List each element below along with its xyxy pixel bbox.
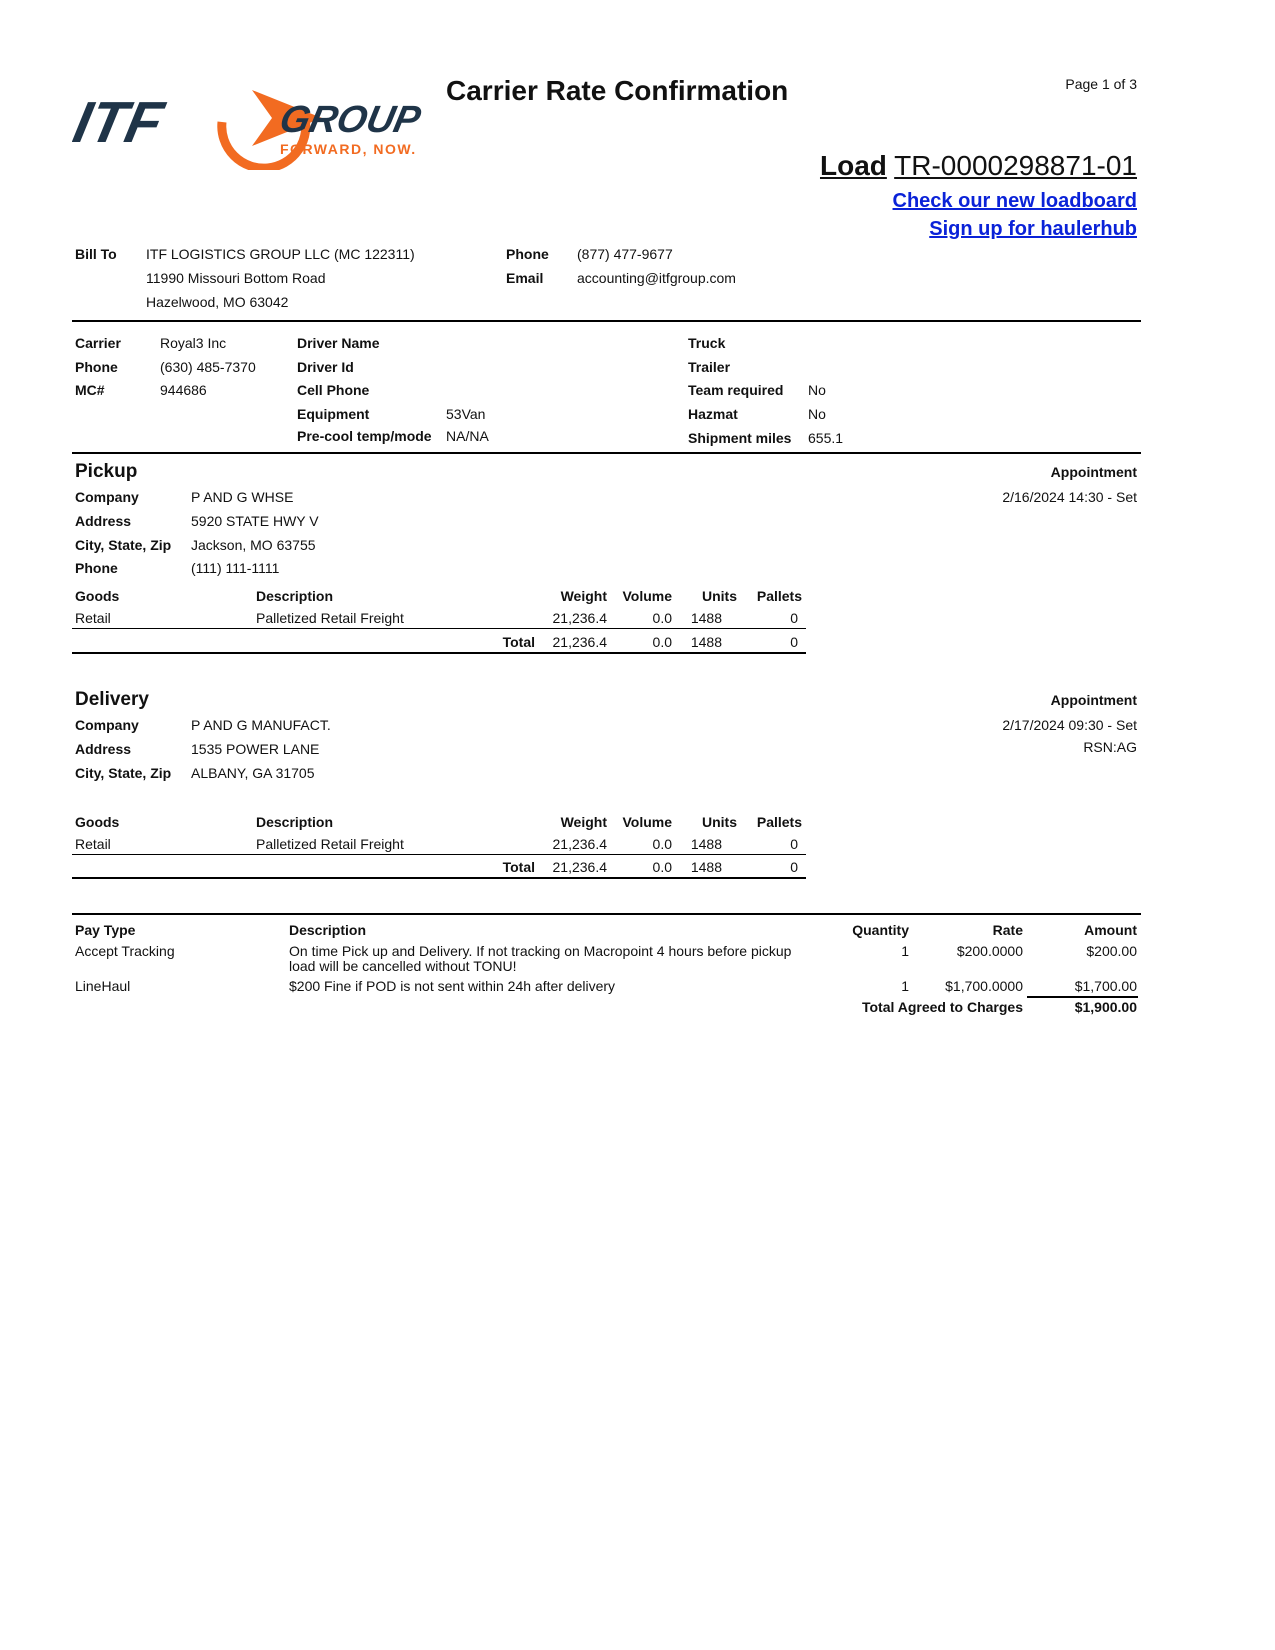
bill-to-label: Bill To bbox=[75, 246, 117, 262]
driver-id-label: Driver Id bbox=[297, 359, 354, 375]
goods-cell: Retail bbox=[75, 836, 111, 852]
shipment-miles-label: Shipment miles bbox=[688, 430, 792, 446]
driver-name-label: Driver Name bbox=[297, 335, 380, 351]
pickup-phone: (111) 111-1111 bbox=[191, 560, 280, 576]
truck-label: Truck bbox=[688, 335, 726, 351]
total-units: 1488 bbox=[690, 634, 722, 650]
carrier-mc-label: MC# bbox=[75, 382, 105, 398]
pay-description-cell-line-2: load will be cancelled without TONU! bbox=[289, 958, 517, 974]
pickup-city: Jackson, MO 63755 bbox=[191, 537, 316, 553]
svg-text:GROUP: GROUP bbox=[275, 98, 425, 141]
weight-cell: 21,236.4 bbox=[552, 836, 607, 852]
goods-header-goods: Goods bbox=[75, 814, 120, 830]
hazmat-value: No bbox=[808, 406, 826, 422]
itf-group-logo bbox=[72, 70, 452, 170]
total-weight: 21,236.4 bbox=[552, 634, 607, 650]
units-cell: 1488 bbox=[690, 836, 722, 852]
pay-header-type: Pay Type bbox=[75, 922, 136, 938]
haulerhub-link[interactable]: Sign up for haulerhub bbox=[929, 218, 1137, 240]
carrier-mc: 944686 bbox=[160, 382, 207, 398]
pickup-appointment: 2/16/2024 14:30 - Set bbox=[1002, 489, 1137, 505]
bill-to-line-2: 11990 Missouri Bottom Road bbox=[146, 270, 326, 286]
pay-header-quantity: Quantity bbox=[852, 922, 909, 938]
pallets-cell: 0 bbox=[790, 836, 798, 852]
divider bbox=[72, 628, 806, 629]
goods-header-pallets: Pallets bbox=[756, 814, 802, 830]
goods-header-volume: Volume bbox=[622, 588, 672, 604]
pay-header-rate: Rate bbox=[992, 922, 1023, 938]
volume-cell: 0.0 bbox=[652, 610, 672, 626]
goods-header-goods: Goods bbox=[75, 588, 120, 604]
bill-to-line-1: ITF LOGISTICS GROUP LLC (MC 122311) bbox=[146, 246, 415, 262]
delivery-appointment: 2/17/2024 09:30 - Set bbox=[1002, 717, 1137, 733]
total-weight: 21,236.4 bbox=[552, 859, 607, 875]
pay-amount-cell: $200.00 bbox=[1086, 943, 1137, 959]
goods-header-description: Description bbox=[256, 588, 334, 604]
load-label: Load bbox=[819, 150, 887, 181]
shipment-miles-value: 655.1 bbox=[808, 430, 844, 446]
divider bbox=[72, 913, 1141, 915]
goods-header-units: Units bbox=[702, 588, 737, 604]
carrier-name: Royal3 Inc bbox=[160, 335, 227, 351]
delivery-appointment-note: RSN:AG bbox=[1083, 739, 1137, 755]
pay-header-description: Description bbox=[289, 922, 367, 938]
team-required-label: Team required bbox=[688, 382, 784, 398]
bill-to-email: accounting@itfgroup.com bbox=[577, 270, 736, 286]
trailer-label: Trailer bbox=[688, 359, 731, 375]
precool-value: NA/NA bbox=[446, 428, 489, 444]
page-indicator: Page 1 of 3 bbox=[1065, 76, 1137, 92]
pay-rate-cell: $200.0000 bbox=[956, 943, 1023, 959]
pay-amount-cell: $1,700.00 bbox=[1074, 978, 1137, 994]
team-required-value: No bbox=[808, 382, 826, 398]
goods-header-pallets: Pallets bbox=[756, 588, 802, 604]
carrier-label: Carrier bbox=[75, 335, 121, 351]
pickup-appointment-label: Appointment bbox=[1050, 464, 1137, 480]
divider bbox=[72, 320, 1141, 322]
divider bbox=[72, 877, 806, 879]
pay-description-cell: $200 Fine if POD is not sent within 24h after delivery bbox=[289, 978, 616, 994]
total-charges-label: Total Agreed to Charges bbox=[861, 999, 1023, 1015]
total-pallets: 0 bbox=[790, 634, 798, 650]
load-number: TR-0000298871-01 bbox=[894, 150, 1137, 181]
itf-logo-mark-icon bbox=[72, 70, 452, 170]
total-label: Total bbox=[502, 634, 535, 650]
weight-cell: 21,236.4 bbox=[552, 610, 607, 626]
bill-to-phone: (877) 477-9677 bbox=[577, 246, 673, 262]
pickup-city-label: City, State, Zip bbox=[75, 537, 172, 553]
bill-to-email-label: Email bbox=[506, 270, 544, 286]
delivery-appointment-label: Appointment bbox=[1050, 692, 1137, 708]
cell-phone-label: Cell Phone bbox=[297, 382, 370, 398]
divider bbox=[72, 452, 1141, 454]
hazmat-label: Hazmat bbox=[688, 406, 738, 422]
load-number-heading bbox=[820, 150, 1137, 182]
bill-to-line-3: Hazelwood, MO 63042 bbox=[146, 294, 289, 310]
delivery-city: ALBANY, GA 31705 bbox=[191, 765, 315, 781]
delivery-title: Delivery bbox=[75, 689, 149, 710]
carrier-phone: (630) 485-7370 bbox=[160, 359, 256, 375]
pickup-company: P AND G WHSE bbox=[191, 489, 294, 505]
delivery-address-label: Address bbox=[75, 741, 132, 757]
goods-header-description: Description bbox=[256, 814, 334, 830]
units-cell: 1488 bbox=[690, 610, 722, 626]
pay-type-cell: Accept Tracking bbox=[75, 943, 175, 959]
goods-header-weight: Weight bbox=[560, 588, 607, 604]
pay-type-cell: LineHaul bbox=[75, 978, 131, 994]
goods-cell: Retail bbox=[75, 610, 111, 626]
pay-quantity-cell: 1 bbox=[901, 978, 909, 994]
bill-to-phone-label: Phone bbox=[506, 246, 549, 262]
pickup-phone-label: Phone bbox=[75, 560, 118, 576]
pickup-address: 5920 STATE HWY V bbox=[191, 513, 319, 529]
delivery-company: P AND G MANUFACT. bbox=[191, 717, 331, 733]
loadboard-link[interactable]: Check our new loadboard bbox=[892, 190, 1137, 212]
svg-text:ITF: ITF bbox=[72, 90, 169, 155]
description-cell: Palletized Retail Freight bbox=[256, 836, 404, 852]
total-charges-value: $1,900.00 bbox=[1074, 999, 1137, 1015]
volume-cell: 0.0 bbox=[652, 836, 672, 852]
carrier-phone-label: Phone bbox=[75, 359, 118, 375]
divider bbox=[72, 854, 806, 855]
precool-label: Pre-cool temp/mode bbox=[297, 428, 432, 444]
equipment-value: 53Van bbox=[446, 406, 486, 422]
pay-header-amount: Amount bbox=[1084, 922, 1137, 938]
pallets-cell: 0 bbox=[790, 610, 798, 626]
pay-quantity-cell: 1 bbox=[901, 943, 909, 959]
pay-rate-cell: $1,700.0000 bbox=[945, 978, 1023, 994]
pickup-title: Pickup bbox=[75, 461, 138, 482]
total-volume: 0.0 bbox=[652, 634, 672, 650]
total-label: Total bbox=[502, 859, 535, 875]
logo-tagline: FORWARD, NOW. bbox=[280, 141, 417, 157]
pay-description-cell: On time Pick up and Delivery. If not tracking on Macropoint 4 hours before pickup bbox=[289, 943, 792, 959]
delivery-city-label: City, State, Zip bbox=[75, 765, 172, 781]
divider bbox=[1027, 996, 1138, 998]
goods-header-units: Units bbox=[702, 814, 737, 830]
total-pallets: 0 bbox=[790, 859, 798, 875]
equipment-label: Equipment bbox=[297, 406, 370, 422]
document-title: Carrier Rate Confirmation bbox=[446, 75, 789, 106]
total-units: 1488 bbox=[690, 859, 722, 875]
pickup-company-label: Company bbox=[75, 489, 139, 505]
delivery-address: 1535 POWER LANE bbox=[191, 741, 320, 757]
divider bbox=[72, 652, 806, 654]
goods-header-volume: Volume bbox=[622, 814, 672, 830]
description-cell: Palletized Retail Freight bbox=[256, 610, 404, 626]
delivery-company-label: Company bbox=[75, 717, 139, 733]
pickup-address-label: Address bbox=[75, 513, 132, 529]
goods-header-weight: Weight bbox=[560, 814, 607, 830]
total-volume: 0.0 bbox=[652, 859, 672, 875]
